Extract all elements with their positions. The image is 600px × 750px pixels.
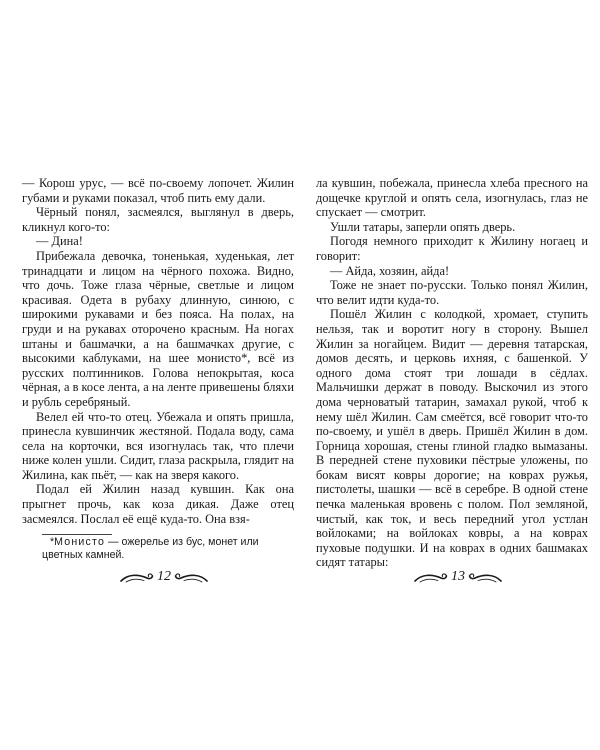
ornament-right-icon [468,570,502,584]
left-paragraph-4: Прибежала девочка, тоненькая, худенькая, лет тринадцати и лицом на чёрного похожа. Видно, что дочь. Тоже глаза чёрные, светлые и лицом красивая. Одета в рубаху длинную, синюю, с широкими рукавами и без пояса. На полах, на груди и на рукавах оторочено красным. На ногах штаны и башмачки, а на башмачках другие, с высокими каблуками, на шее монисто*, всё из русских полтинников. Голова непокрытая, коса чёрная, а в косе лента, а на ленте привешены бляхи и рубль серебряный. [22,248,294,409]
left-paragraph-2: Чёрный понял, засмеялся, выглянул в дверь, кликнул кого-то: [22,205,294,234]
left-paragraph-1: — Корош урус, — всё по-своему лопочет. Жилин губами и руками показал, чтоб пить ему дали. [22,176,294,205]
footnote-marker: * [50,536,55,548]
right-paragraph-4: — Айда, хозяин, айда! [330,263,450,278]
ornament-left-icon [120,570,154,584]
footnote-divider [42,534,112,535]
left-paragraph-6: Подал ей Жилин назад кувшин. Как она прыгнет прочь, как коза дикая. Даже отец засмеялся. Послал её ещё куда-то. Она взя- [22,482,294,526]
left-page [22,176,294,526]
left-paragraph-3: — Дина! [36,234,83,249]
right-paragraph-5: Тоже не знает по-русски. Только понял Жилин, что велит идти куда-то. [316,278,588,307]
right-paragraph-3: Погодя немного приходит к Жилину ногаец и говорит: [316,234,588,263]
right-page [316,176,588,570]
page-number-left [118,566,210,588]
page-number-12: 12 [157,569,171,584]
left-paragraph-5: Велел ей что-то отец. Убежала и опять пришла, принесла кувшинчик жестяной. Подала воду, сама села на корточки, вся изогнулась так, что плечи ниже колен ушли. Сидит, глаза раскрыла, глядит на Жилина, как пьёт, — как на зверя какого. [22,409,294,482]
footnote-term: Монисто [54,536,106,548]
page-number-13: 13 [451,569,465,584]
page-number-right [412,566,504,588]
ornament-right-icon [174,570,208,584]
footnote-text: — ожерелье из бус, монет или цветных камней. [42,536,259,561]
right-paragraph-1: ла кувшин, побежала, принесла хлеба пресного на дощечке круглой и опять села, изогнулась, глаз не спускает — смотрит. [316,176,588,220]
ornament-left-icon [414,570,448,584]
footnote [42,536,292,562]
right-paragraph-2: Ушли татары, заперли опять дверь. [330,219,516,234]
right-paragraph-6: Пошёл Жилин с колодкой, хромает, ступить нельзя, так и воротит ногу в сторону. Вышел Жилин за ногайцем. Видит — деревня татарская, домов десять, и церковь ихняя, с башенкой. У одного дома стоят три лошади в сёдлах. Мальчишки держат в поводу. Выскочил из этого дома черноватый татарин, замахал рукой, чтоб к нему шёл Жилин. Сам смеётся, всё говорит что-то по-своему, и ушёл в дверь. Пришёл Жилин в дом. Горница хорошая, стены глиной гладко вымазаны. В передней стене пуховики пёстрые уложены, по бокам висят ковры дорогие; на коврах ружья, пистолеты, шашки — всё в серебре. В одной стене печка маленькая вровень с полом. Пол земляной, чистый, как ток, и весь передний угол устлан войлоками; на войлоках ковры, а на коврах пуховые подушки. И на коврах в одних башмаках сидят татары: [316,307,588,570]
